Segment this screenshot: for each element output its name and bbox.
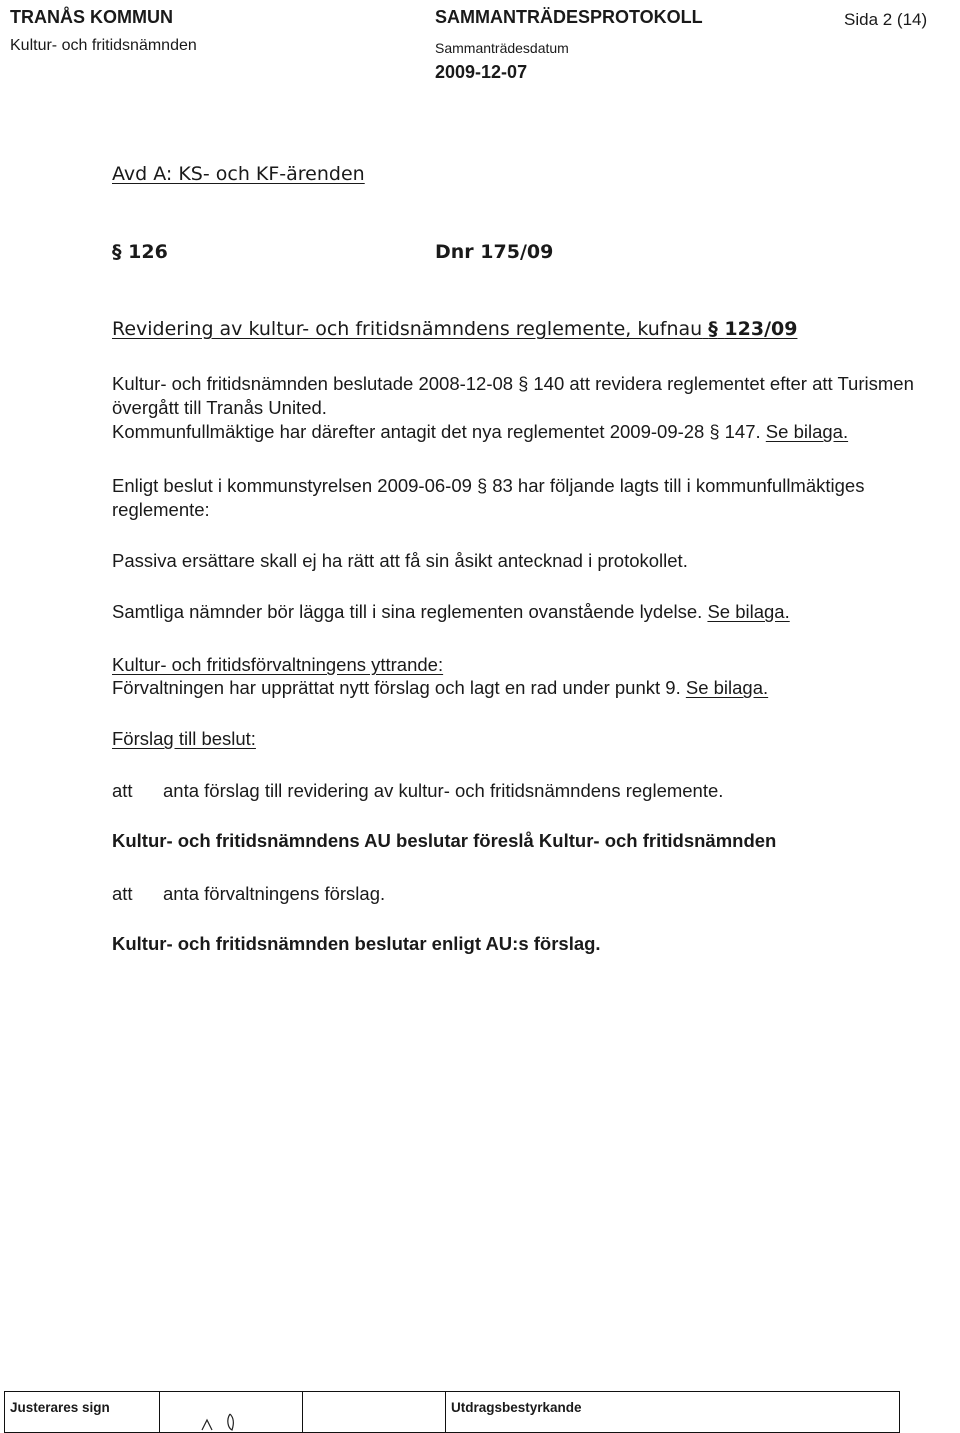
utdragsbestyrkande-label: Utdragsbestyrkande xyxy=(451,1400,582,1415)
utdragsbestyrkande-cell xyxy=(446,1392,900,1433)
p4-text: Samtliga nämnder bör lägga till i sina reglementen ovanstående lydelse. xyxy=(112,601,703,622)
admin-heading: Kultur- och fritidsförvaltningens yttrande: xyxy=(112,654,444,675)
p2-line1 xyxy=(112,474,864,498)
signature-box-1 xyxy=(160,1392,303,1433)
p1-line3-b: 147. xyxy=(724,421,761,442)
p1-line1-symbol: § xyxy=(518,374,529,394)
municipality-name: TRANÅS KOMMUN xyxy=(10,7,173,27)
paragraph-number xyxy=(112,241,168,263)
p1-line3 xyxy=(112,420,848,444)
admin-text: Förvaltningen har upprättat nytt förslag och lagt en rad under punkt 9. xyxy=(112,677,681,698)
handwritten-initials xyxy=(160,1392,302,1432)
date-label: Sammanträdesdatum xyxy=(435,40,569,56)
p1-line2: övergått till Tranås United. xyxy=(112,397,327,418)
committee-name: Kultur- och fritidsnämnden xyxy=(10,37,197,54)
meeting-date: 2009-12-07 xyxy=(435,62,528,82)
justerares-sign-cell xyxy=(5,1392,160,1433)
admin-line xyxy=(112,676,768,699)
p1-line1-b: 140 att revidera reglementet efter att Turismen xyxy=(533,373,914,394)
p1-line1 xyxy=(112,372,914,396)
att1-label: att xyxy=(112,780,133,801)
paragraph-value: 126 xyxy=(128,241,168,263)
p1-line3-a: Kommunfullmäktige har därefter antagit det nya reglementet 2009-09-28 xyxy=(112,421,705,442)
attachment-link-2[interactable]: Se bilaga. xyxy=(707,601,790,622)
p2-line1-b: 83 har följande lagts till i kommunfullmäktiges xyxy=(492,475,865,496)
p3-text: Passiva ersättare skall ej ha rätt att få sin åsikt antecknad i protokollet. xyxy=(112,550,688,571)
p2-line1-a: Enligt beslut i kommunstyrelsen 2009-06-09 xyxy=(112,475,472,496)
document-type: SAMMANTRÄDESPROTOKOLL xyxy=(435,7,703,27)
page-number: Sida 2 (14) xyxy=(844,10,928,29)
dnr-number: Dnr 175/09 xyxy=(435,241,554,263)
section-symbol: § xyxy=(112,241,122,263)
att2-text: anta förvaltningens förslag. xyxy=(163,883,386,904)
section-title: Avd A: KS- och KF-ärenden xyxy=(112,163,365,185)
case-heading-ref: 123/09 xyxy=(724,318,798,340)
p1-line1-a: Kultur- och fritidsnämnden beslutade 2008-12-08 xyxy=(112,373,514,394)
case-heading-symbol: § xyxy=(708,318,718,340)
case-heading-text: Revidering av kultur- och fritidsnämndens reglemente, kufnau xyxy=(112,318,703,340)
att2-label: att xyxy=(112,883,133,904)
justerares-sign-label: Justerares sign xyxy=(10,1400,110,1415)
attachment-link-1[interactable]: Se bilaga. xyxy=(765,421,849,442)
final-decision: Kultur- och fritidsnämnden beslutar enligt AU:s förslag. xyxy=(112,933,601,954)
p2-line1-symbol: § xyxy=(477,476,488,496)
signature-table xyxy=(4,1391,900,1433)
p2-line2: reglemente: xyxy=(112,499,210,520)
p1-line3-symbol: § xyxy=(709,422,720,442)
signature-box-2 xyxy=(303,1392,446,1433)
att1-text: anta förslag till revidering av kultur- och fritidsnämndens reglemente. xyxy=(163,780,724,801)
proposal-heading: Förslag till beslut: xyxy=(112,728,256,749)
au-decision: Kultur- och fritidsnämndens AU beslutar föreslå Kultur- och fritidsnämnden xyxy=(112,830,777,851)
attachment-link-3[interactable]: Se bilaga. xyxy=(685,677,769,698)
case-heading xyxy=(112,318,797,340)
p4-line xyxy=(112,600,790,623)
